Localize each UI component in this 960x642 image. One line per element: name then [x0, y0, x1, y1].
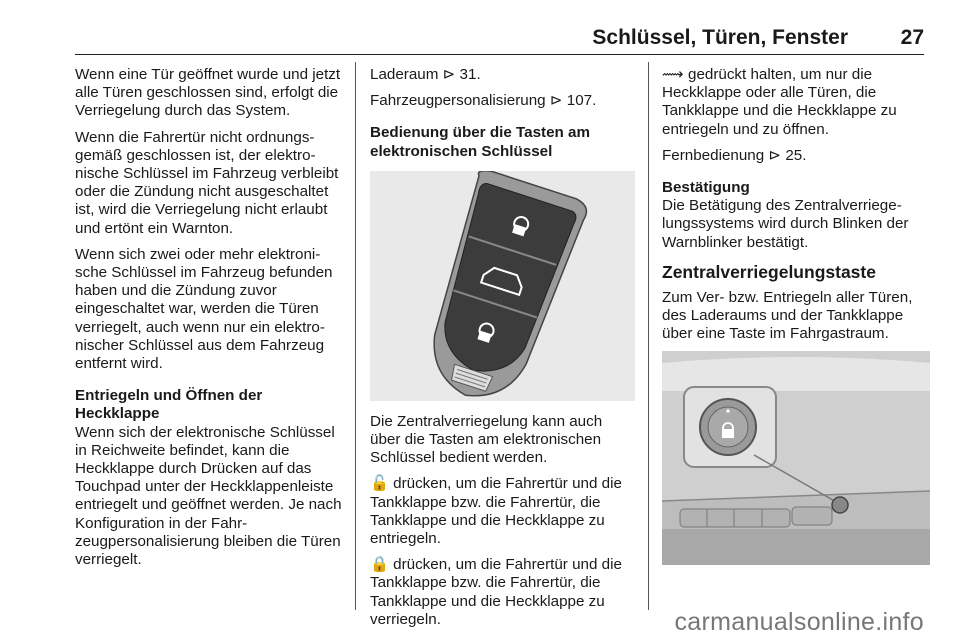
cross-reference: Laderaum ⊳ 31.	[370, 66, 481, 83]
chapter-title: Schlüssel, Türen, Fenster	[592, 26, 848, 49]
column-3	[662, 66, 930, 565]
column-1	[75, 66, 347, 577]
paragraph: Wenn die Fahrertür nicht ordnungsgemäß geschlossen ist, der elektronische Schlüssel im Fahrzeug verbleibt oder die Zündung nicht ausgeschaltet ist, wird die Verriegelung nicht erlaubt und ertönt ein Warnton.	[75, 128, 339, 237]
header-rule	[75, 54, 924, 55]
paragraph: Wenn sich der elektronische Schlüssel in Reichweite befindet, kann die Heckklappe durch Drücken auf das Touchpad unter der Heckklappenleiste entriegelt und geöffnet werden. Je nach Konfiguration in der Fahrzeugpersonalisierung bleiben die Türen verriegelt.	[75, 423, 342, 569]
key-fob-illustration	[370, 171, 635, 401]
page-number: 27	[900, 26, 924, 49]
paragraph: Wenn eine Tür geöffnet wurde und jetzt alle Türen geschlossen sind, erfolgt die Verriegelung durch das System.	[75, 66, 341, 120]
paragraph: Zum Ver- bzw. Entriegeln aller Türen, des Laderaums und der Tankklappe über eine Taste im Fahrgastraum.	[662, 288, 913, 343]
central-lock-button-illustration	[662, 351, 930, 565]
subheading: Entriegeln und Öffnen der Heckklappe	[75, 387, 263, 423]
subheading: Bedienung über die Tasten am elektronischen Schlüssel	[370, 124, 590, 160]
paragraph: 🔓 drücken, um die Fahrertür und die Tankklappe bzw. die Fahrertür, die Tankklappe und die Heckklappe zu entriegeln.	[370, 475, 622, 548]
subheading: Bestätigung	[662, 179, 750, 197]
column-2	[370, 66, 635, 637]
paragraph: ⟿ gedrückt halten, um nur die Heckklappe oder alle Türen, die Tankklappe und die Heckklappe zu entriegeln und zu öffnen.	[662, 66, 897, 138]
paragraph: Wenn sich zwei oder mehr elektronische Schlüssel im Fahrzeug befunden haben und die Zündung zuvor eingeschaltet war, werden die Türen verriegelt, auch wenn nur ein elektronischer Schlüssel aus dem Fahrzeug entfernt wird.	[75, 245, 333, 373]
page-header	[0, 26, 960, 56]
cross-reference: Fahrzeugpersonalisierung ⊳ 107.	[370, 92, 597, 110]
watermark: carmanualsonline.info	[674, 608, 924, 636]
paragraph: 🔒 drücken, um die Fahrertür und die Tankklappe bzw. die Fahrertür, die Tankklappe und die Heckklappe zu verriegeln.	[370, 556, 622, 628]
section-heading: Zentralverriegelungstaste	[662, 261, 876, 282]
paragraph: Die Zentralverriegelung kann auch über die Tasten am elektronischen Schlüssel bedient werden.	[370, 412, 603, 467]
cross-reference: Fernbedienung ⊳ 25.	[662, 146, 807, 164]
column-divider	[648, 62, 649, 610]
column-divider	[355, 62, 356, 610]
paragraph: Die Betätigung des Zentralverriegelungssystems wird durch Blinken der Warnblinker bestätigt.	[662, 197, 909, 251]
